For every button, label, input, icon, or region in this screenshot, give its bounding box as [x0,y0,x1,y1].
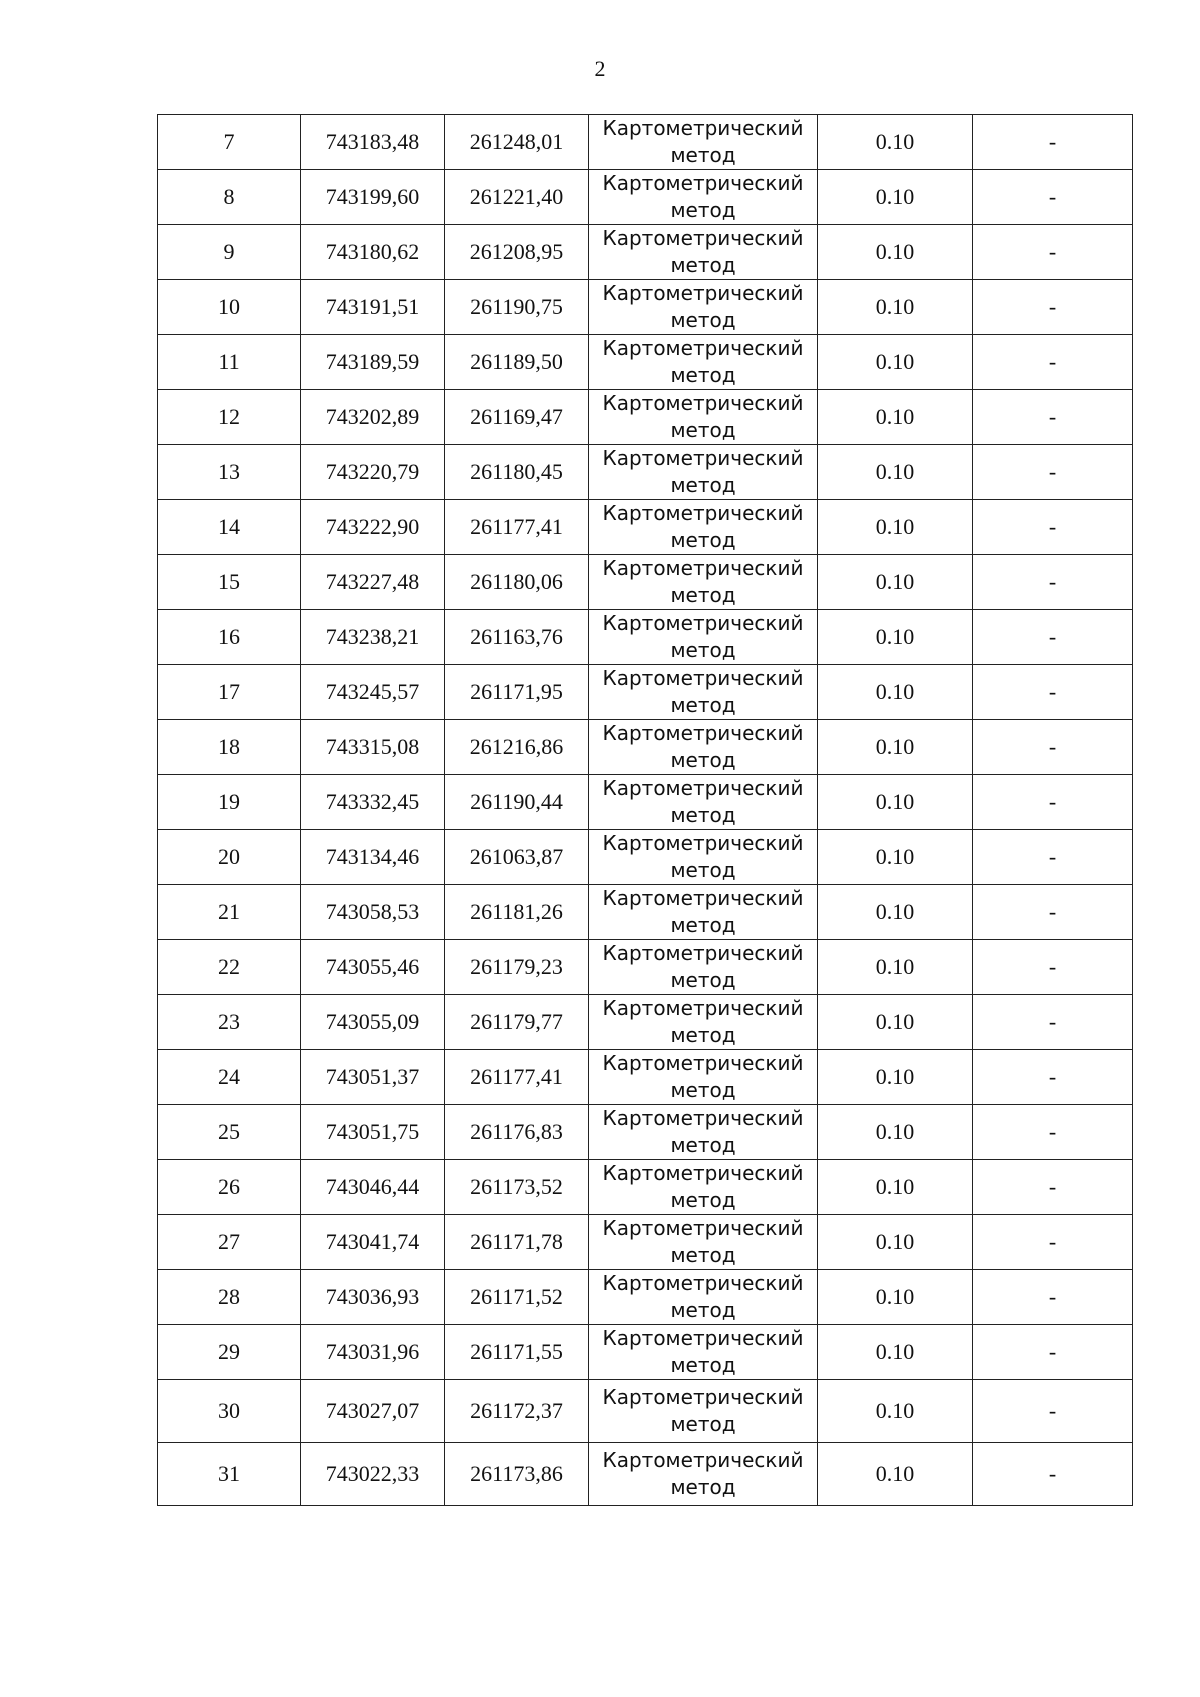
precision-cell: 0.10 [818,720,973,775]
x-coordinate-cell: 743058,53 [301,885,445,940]
table-row [158,555,1133,610]
x-coordinate-cell: 743220,79 [301,445,445,500]
method-line-2: метод [670,1412,736,1436]
table-row [158,335,1133,390]
method-line-1: Картометрический [602,1326,804,1350]
method-line-1: Картометрический [602,1161,804,1185]
precision-cell: 0.10 [818,665,973,720]
method-line-1: Картометрический [602,886,804,910]
note-cell: - [973,335,1133,390]
method-line-1: Картометрический [602,1448,804,1472]
method-cell [589,720,818,775]
method-line-1: Картометрический [602,776,804,800]
table-row [158,1325,1133,1380]
y-coordinate-cell: 261221,40 [445,170,589,225]
precision-cell: 0.10 [818,995,973,1050]
method-cell [589,115,818,170]
note-cell: - [973,1270,1133,1325]
point-number-cell: 11 [158,335,301,390]
method-line-1: Картометрический [602,336,804,360]
method-line-1: Картометрический [602,391,804,415]
y-coordinate-cell: 261180,06 [445,555,589,610]
y-coordinate-cell: 261177,41 [445,500,589,555]
note-cell: - [973,1105,1133,1160]
method-line-2: метод [670,143,736,167]
point-number-cell: 22 [158,940,301,995]
y-coordinate-cell: 261176,83 [445,1105,589,1160]
table-row [158,500,1133,555]
precision-cell: 0.10 [818,280,973,335]
method-line-2: метод [670,748,736,772]
table-row [158,610,1133,665]
point-number-cell: 8 [158,170,301,225]
method-line-1: Картометрический [602,1051,804,1075]
table-row [158,720,1133,775]
y-coordinate-cell: 261190,75 [445,280,589,335]
point-number-cell: 16 [158,610,301,665]
precision-cell: 0.10 [818,555,973,610]
method-cell [589,225,818,280]
x-coordinate-cell: 743134,46 [301,830,445,885]
note-cell: - [973,1325,1133,1380]
point-number-cell: 13 [158,445,301,500]
y-coordinate-cell: 261171,78 [445,1215,589,1270]
x-coordinate-cell: 743202,89 [301,390,445,445]
x-coordinate-cell: 743031,96 [301,1325,445,1380]
precision-cell: 0.10 [818,445,973,500]
y-coordinate-cell: 261173,86 [445,1443,589,1506]
y-coordinate-cell: 261177,41 [445,1050,589,1105]
x-coordinate-cell: 743027,07 [301,1380,445,1443]
precision-cell: 0.10 [818,1380,973,1443]
precision-cell: 0.10 [818,335,973,390]
note-cell: - [973,1380,1133,1443]
method-cell [589,1325,818,1380]
y-coordinate-cell: 261208,95 [445,225,589,280]
method-line-1: Картометрический [602,116,804,140]
table-row [158,1443,1133,1506]
method-line-2: метод [670,1298,736,1322]
method-cell [589,445,818,500]
method-line-2: метод [670,363,736,387]
method-line-2: метод [670,803,736,827]
method-cell [589,280,818,335]
precision-cell: 0.10 [818,775,973,830]
point-number-cell: 10 [158,280,301,335]
precision-cell: 0.10 [818,1215,973,1270]
y-coordinate-cell: 261189,50 [445,335,589,390]
y-coordinate-cell: 261180,45 [445,445,589,500]
table-row [158,665,1133,720]
method-line-1: Картометрический [602,721,804,745]
precision-cell: 0.10 [818,885,973,940]
note-cell: - [973,665,1133,720]
method-cell [589,885,818,940]
method-line-1: Картометрический [602,996,804,1020]
point-number-cell: 12 [158,390,301,445]
method-line-2: метод [670,583,736,607]
note-cell: - [973,225,1133,280]
method-line-1: Картометрический [602,501,804,525]
method-cell [589,1050,818,1105]
page-number: 2 [594,56,606,81]
y-coordinate-cell: 261171,52 [445,1270,589,1325]
method-cell [589,995,818,1050]
coordinates-table [157,114,1133,1506]
table-row [158,1105,1133,1160]
x-coordinate-cell: 743332,45 [301,775,445,830]
precision-cell: 0.10 [818,115,973,170]
table-row [158,170,1133,225]
method-line-1: Картометрический [602,831,804,855]
x-coordinate-cell: 743046,44 [301,1160,445,1215]
y-coordinate-cell: 261063,87 [445,830,589,885]
x-coordinate-cell: 743189,59 [301,335,445,390]
method-line-2: метод [670,968,736,992]
table-row [158,1160,1133,1215]
table-row [158,995,1133,1050]
table-row [158,775,1133,830]
method-line-2: метод [670,1078,736,1102]
y-coordinate-cell: 261179,77 [445,995,589,1050]
y-coordinate-cell: 261173,52 [445,1160,589,1215]
x-coordinate-cell: 743199,60 [301,170,445,225]
point-number-cell: 24 [158,1050,301,1105]
note-cell: - [973,940,1133,995]
coordinates-table-body [158,115,1133,1506]
note-cell: - [973,610,1133,665]
note-cell: - [973,1215,1133,1270]
table-row [158,1050,1133,1105]
note-cell: - [973,885,1133,940]
x-coordinate-cell: 743051,75 [301,1105,445,1160]
note-cell: - [973,390,1133,445]
point-number-cell: 28 [158,1270,301,1325]
y-coordinate-cell: 261181,26 [445,885,589,940]
point-number-cell: 7 [158,115,301,170]
note-cell: - [973,1160,1133,1215]
method-line-2: метод [670,198,736,222]
y-coordinate-cell: 261171,55 [445,1325,589,1380]
method-line-1: Картометрический [602,556,804,580]
method-line-1: Картометрический [602,1216,804,1240]
point-number-cell: 20 [158,830,301,885]
point-number-cell: 31 [158,1443,301,1506]
method-line-2: метод [670,473,736,497]
method-line-2: метод [670,1188,736,1212]
table-row [158,1215,1133,1270]
method-line-1: Картометрический [602,666,804,690]
precision-cell: 0.10 [818,1270,973,1325]
y-coordinate-cell: 261216,86 [445,720,589,775]
method-cell [589,1160,818,1215]
method-line-2: метод [670,1133,736,1157]
method-line-1: Картометрический [602,226,804,250]
y-coordinate-cell: 261190,44 [445,775,589,830]
note-cell: - [973,500,1133,555]
x-coordinate-cell: 743222,90 [301,500,445,555]
method-line-1: Картометрический [602,941,804,965]
table-row [158,390,1133,445]
precision-cell: 0.10 [818,170,973,225]
point-number-cell: 17 [158,665,301,720]
point-number-cell: 29 [158,1325,301,1380]
method-line-2: метод [670,418,736,442]
y-coordinate-cell: 261163,76 [445,610,589,665]
table-row [158,885,1133,940]
note-cell: - [973,1050,1133,1105]
method-cell [589,555,818,610]
note-cell: - [973,170,1133,225]
method-cell [589,1215,818,1270]
method-line-1: Картометрический [602,1106,804,1130]
precision-cell: 0.10 [818,390,973,445]
precision-cell: 0.10 [818,1325,973,1380]
method-line-2: метод [670,1475,736,1499]
method-cell [589,390,818,445]
method-cell [589,940,818,995]
method-cell [589,1443,818,1506]
method-line-1: Картометрический [602,171,804,195]
point-number-cell: 19 [158,775,301,830]
note-cell: - [973,775,1133,830]
method-cell [589,1380,818,1443]
y-coordinate-cell: 261248,01 [445,115,589,170]
precision-cell: 0.10 [818,225,973,280]
method-line-2: метод [670,1023,736,1047]
method-line-2: метод [670,638,736,662]
precision-cell: 0.10 [818,610,973,665]
point-number-cell: 26 [158,1160,301,1215]
point-number-cell: 21 [158,885,301,940]
x-coordinate-cell: 743183,48 [301,115,445,170]
note-cell: - [973,720,1133,775]
x-coordinate-cell: 743227,48 [301,555,445,610]
point-number-cell: 15 [158,555,301,610]
precision-cell: 0.10 [818,830,973,885]
method-line-2: метод [670,528,736,552]
y-coordinate-cell: 261172,37 [445,1380,589,1443]
method-line-2: метод [670,308,736,332]
note-cell: - [973,280,1133,335]
precision-cell: 0.10 [818,500,973,555]
x-coordinate-cell: 743191,51 [301,280,445,335]
method-cell [589,775,818,830]
note-cell: - [973,115,1133,170]
precision-cell: 0.10 [818,940,973,995]
method-line-2: метод [670,1243,736,1267]
y-coordinate-cell: 261179,23 [445,940,589,995]
method-cell [589,610,818,665]
method-cell [589,830,818,885]
method-line-1: Картометрический [602,1385,804,1409]
table-row [158,940,1133,995]
x-coordinate-cell: 743238,21 [301,610,445,665]
precision-cell: 0.10 [818,1160,973,1215]
method-cell [589,335,818,390]
precision-cell: 0.10 [818,1050,973,1105]
x-coordinate-cell: 743051,37 [301,1050,445,1105]
note-cell: - [973,555,1133,610]
note-cell: - [973,1443,1133,1506]
y-coordinate-cell: 261169,47 [445,390,589,445]
point-number-cell: 14 [158,500,301,555]
method-cell [589,1105,818,1160]
x-coordinate-cell: 743041,74 [301,1215,445,1270]
x-coordinate-cell: 743036,93 [301,1270,445,1325]
y-coordinate-cell: 261171,95 [445,665,589,720]
x-coordinate-cell: 743055,46 [301,940,445,995]
method-cell [589,1270,818,1325]
precision-cell: 0.10 [818,1443,973,1506]
method-line-1: Картометрический [602,281,804,305]
method-line-2: метод [670,1353,736,1377]
x-coordinate-cell: 743180,62 [301,225,445,280]
method-line-1: Картометрический [602,611,804,635]
note-cell: - [973,995,1133,1050]
note-cell: - [973,445,1133,500]
x-coordinate-cell: 743055,09 [301,995,445,1050]
method-cell [589,500,818,555]
point-number-cell: 18 [158,720,301,775]
table-row [158,1380,1133,1443]
x-coordinate-cell: 743022,33 [301,1443,445,1506]
x-coordinate-cell: 743315,08 [301,720,445,775]
method-line-2: метод [670,913,736,937]
table-row [158,115,1133,170]
table-row [158,280,1133,335]
x-coordinate-cell: 743245,57 [301,665,445,720]
method-line-1: Картометрический [602,446,804,470]
point-number-cell: 30 [158,1380,301,1443]
table-row [158,445,1133,500]
table-row [158,225,1133,280]
method-cell [589,170,818,225]
method-line-2: метод [670,858,736,882]
method-line-1: Картометрический [602,1271,804,1295]
point-number-cell: 9 [158,225,301,280]
method-cell [589,665,818,720]
point-number-cell: 27 [158,1215,301,1270]
point-number-cell: 23 [158,995,301,1050]
method-line-2: метод [670,693,736,717]
point-number-cell: 25 [158,1105,301,1160]
precision-cell: 0.10 [818,1105,973,1160]
table-row [158,830,1133,885]
method-line-2: метод [670,253,736,277]
table-row [158,1270,1133,1325]
note-cell: - [973,830,1133,885]
